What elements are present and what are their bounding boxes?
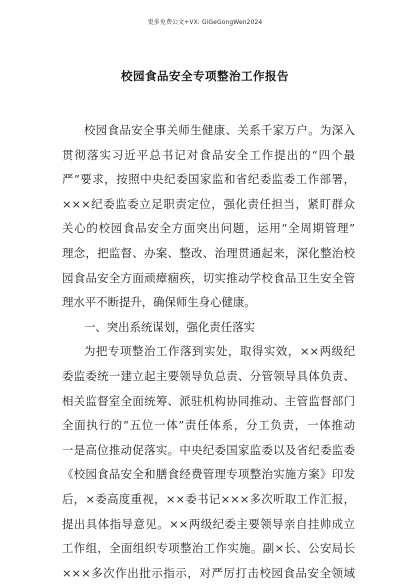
paragraph-line: 《校园食品安全和膳食经费管理专项整治实施方案》印发 xyxy=(62,467,355,482)
paragraph-line: 提出具体指导意见。××两级纪委主要领导亲自挂帅成立 xyxy=(62,516,355,531)
paragraph-line: 全面执行的“五位一体”责任体系，分工负责，一体推动 xyxy=(62,418,355,433)
paragraph-line: ×××纪委监委立足职责定位，强化责任担当，紧盯群众 xyxy=(62,196,355,211)
paragraph-line: 后，×委高度重视，××委书记×××多次听取工作汇报， xyxy=(62,491,355,506)
header-note: 更多免费公文+VX: GiGeGongWen2024 xyxy=(147,19,263,26)
document-title: 校园食品安全专项整治工作报告 xyxy=(121,69,289,83)
paragraph-line: 一是高位推动促落实。中央纪委国家监委以及省纪委监委 xyxy=(62,442,355,457)
paragraph-line: ×××多次作出批示指示，对严厉打击校园食品安全领域 xyxy=(62,565,355,580)
paragraph-line: 贯彻落实习近平总书记对食品安全工作提出的“四个最 xyxy=(62,147,355,162)
paragraph-line: 理水平不断提升，确保师生身心健康。 xyxy=(62,295,256,310)
paragraph-line: 校园食品安全事关师生健康、关系千家万户。为深入 xyxy=(84,123,355,137)
document-body xyxy=(62,118,355,585)
paragraph-line: 理念，把监督、办案、整改、治理贯通起来，深化整治校 xyxy=(62,245,355,260)
paragraph-line: 关心的校园食品安全方面突出问题，运用“全周期管理” xyxy=(62,221,355,236)
paragraph-line: 委监委统一建立起主要领导负总责、分管领导具体负责、 xyxy=(62,368,355,383)
paragraph-line: 相关监督室全面统筹、派驻机构协同推动、主管监督部门 xyxy=(62,393,355,408)
paragraph-line: 园食品安全方面顽瘴痼疾，切实推动学校食品卫生安全管 xyxy=(62,270,355,285)
paragraph-line: 为把专项整治工作落到实处，取得实效，××两级纪 xyxy=(84,344,355,359)
section-heading: 一、突出系统谋划，强化责任落实 xyxy=(84,319,255,334)
paragraph-line: 严”要求，按照中央纪委国家监和省纪委监委工作部署， xyxy=(62,172,355,187)
paragraph-line: 工作组，全面组织专项整治工作实施。副×长、公安局长 xyxy=(62,541,355,556)
